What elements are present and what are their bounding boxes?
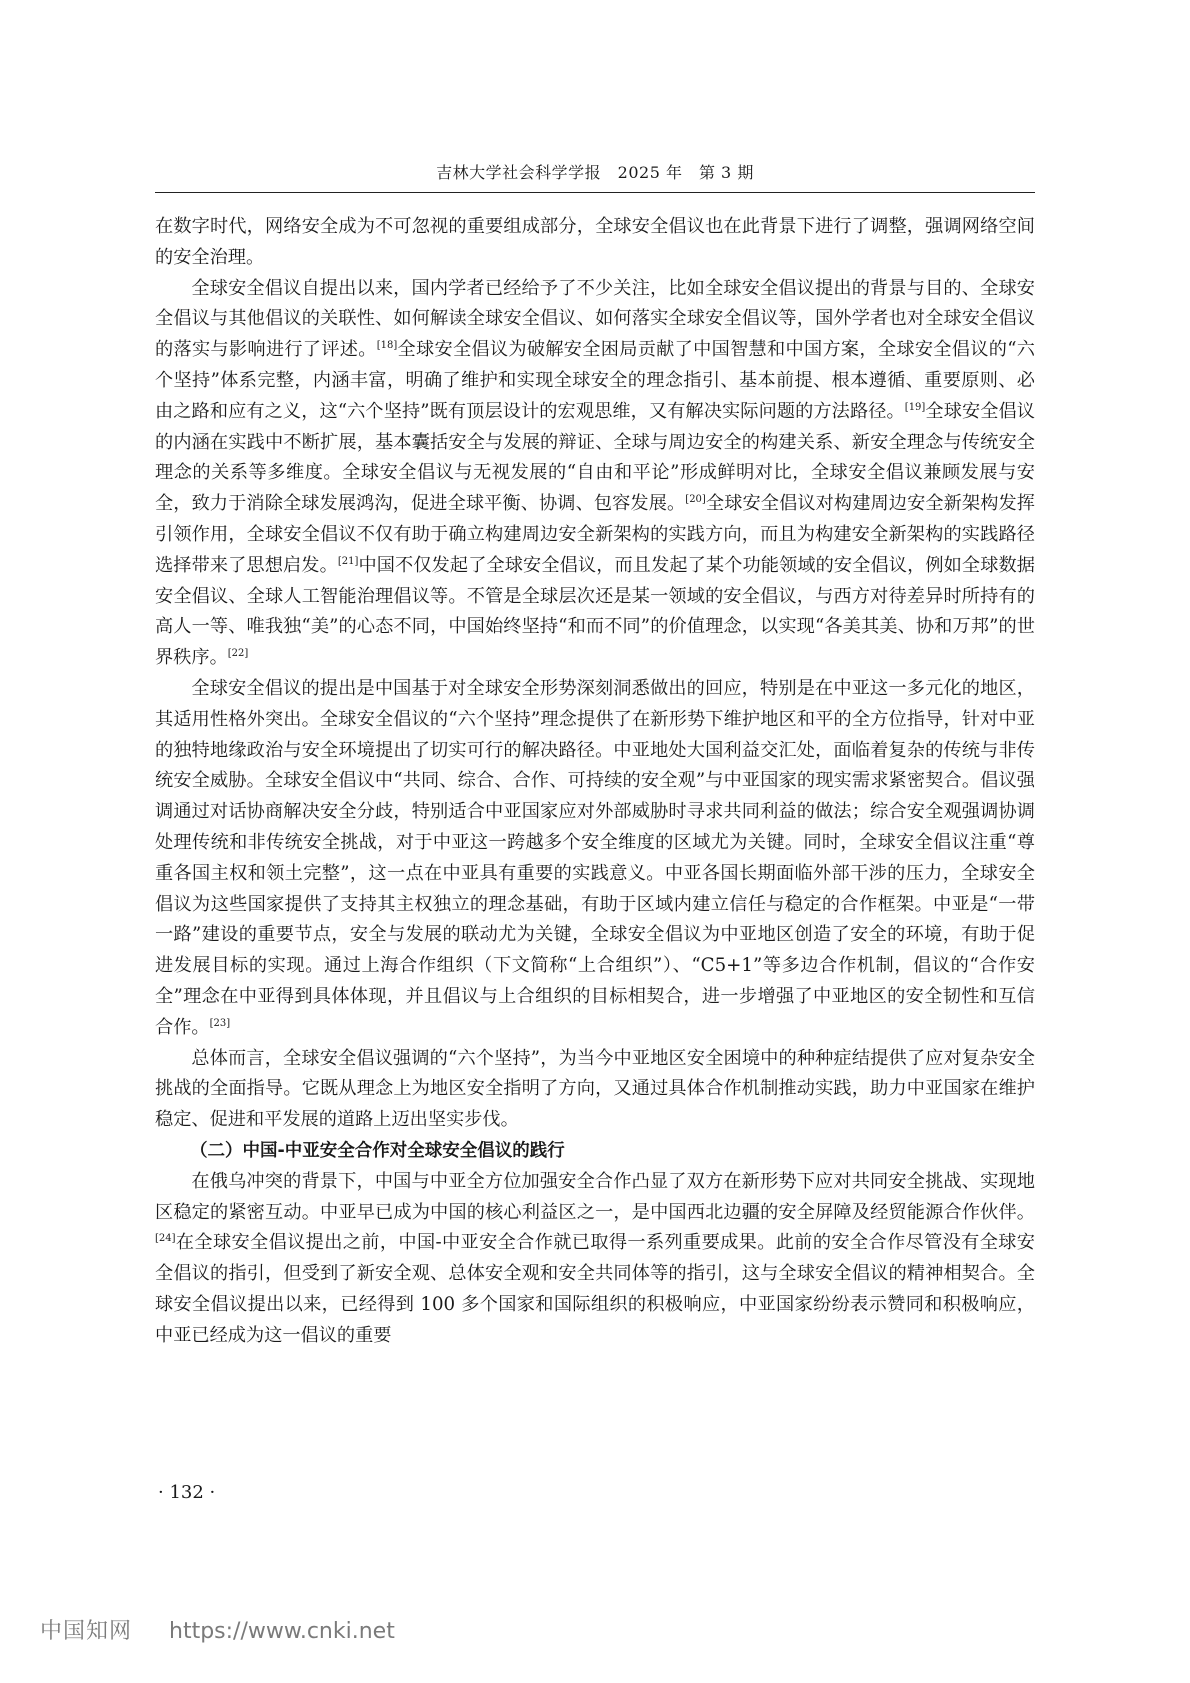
paragraph: [155, 1167, 1035, 1352]
paragraph-text: 中国不仅发起了全球安全倡议，而且发起了某个功能领域的安全倡议，例如全球数据安全倡议、全球人工智能治理倡议等。不管是全球层次还是某一领域的安全倡议，与西方对待差异时所持有的高人一等、唯我独“美”的心态不同，中国始终坚持“和而不同”的价值理念，以实现“各美其美、协和万邦”的世界秩序。: [155, 554, 1035, 669]
journal-header: 吉林大学社会科学学报 2025 年 第 3 期: [436, 163, 754, 182]
paragraph-text: 全球安全倡议的提出是中国基于对全球安全形势深刻洞悉做出的回应，特别是在中亚这一多元化的地区，其适用性格外突出。全球安全倡议的“六个坚持”理念提供了在新形势下维护地区和平的全方位指导，针对中亚的独特地缘政治与安全环境提出了切实可行的解决路径。中亚地处大国利益交汇处，面临着复杂的传统与非传统安全威胁。全球安全倡议中“共同、综合、合作、可持续的安全观”与中亚国家的现实需求紧密契合。倡议强调通过对话协商解决安全分歧，特别适合中亚国家应对外部威胁时寻求共同利益的做法；综合安全观强调协调处理传统和非传统安全挑战，对于中亚这一跨越多个安全维度的区域尤为关键。同时，全球安全倡议注重“尊重各国主权和领土完整”，这一点在中亚具有重要的实践意义。中亚各国长期面临外部干涉的压力，全球安全倡议为这些国家提供了支持其主权独立的理念基础，有助于区域内建立信任与稳定的合作框架。中亚是“一带一路”建设的重要节点，安全与发展的联动尤为关键，全球安全倡议为中亚地区创造了安全的环境，有助于促进发展目标的实现。通过上海合作组织（下文简称“上合组织”）、“C5+1”等多边合作机制，倡议的“合作安全”理念在中亚得到具体体现，并且倡议与上合组织的目标相契合，进一步增强了中亚地区的安全韧性和互信合作。: [155, 677, 1035, 1038]
citation-marker: [23]: [209, 1017, 231, 1029]
citation-marker: [20]: [685, 494, 706, 506]
paragraph-text: 全球安全倡议对构建周边安全新架构发挥引领作用，全球安全倡议不仅有助于确立构建周边安全新架构的实践方向，而且为构建安全新架构的实践路径选择带来了思想启发。: [155, 493, 1035, 576]
paragraph-text: 全球安全倡议的内涵在实践中不断扩展，基本囊括安全与发展的辩证、全球与周边安全的构建关系、新安全理念与传统安全理念的关系等多维度。全球安全倡议与无视发展的“自由和平论”形成鲜明对比，全球安全倡议兼顾发展与安全，致力于消除全球发展鸿沟，促进全球平衡、协调、包容发展。: [155, 400, 1035, 515]
citation-marker: [21]: [337, 555, 359, 567]
paragraph-text: 全球安全倡议为破解安全困局贡献了中国智慧和中国方案，全球安全倡议的“六个坚持”体系完整，内涵丰富，明确了维护和实现全球安全的理念指引、基本前提、根本遵循、重要原则、必由之路和应有之义，这“六个坚持”既有顶层设计的宏观思维，又有解决实际问题的方法路径。: [155, 339, 1035, 422]
header-rule: [155, 192, 1035, 193]
citation-marker: [24]: [155, 1233, 176, 1245]
paragraph-text: 全球安全倡议自提出以来，国内学者已经给予了不少关注，比如全球安全倡议提出的背景与目的、全球安全倡议与其他倡议的关联性、如何解读全球安全倡议、如何落实全球安全倡议等，国外学者也对全球安全倡议的落实与影响进行了评述。: [155, 277, 1035, 361]
paragraph-text: 在俄乌冲突的背景下，中国与中亚全方位加强安全合作凸显了双方在新形势下应对共同安全挑战、实现地区稳定的紧密互动。中亚早已成为中国的核心利益区之一，是中国西北边疆的安全屏障及经贸能源合作伙伴。: [155, 1170, 1035, 1223]
cnki-watermark: [40, 1614, 395, 1645]
paragraph: [155, 212, 1035, 274]
paragraph: [155, 1044, 1035, 1136]
paragraph-text: 总体而言，全球安全倡议强调的“六个坚持”，为当今中亚地区安全困境中的种种症结提供了应对复杂安全挑战的全面指导。它既从理念上为地区安全指明了方向，又通过具体合作机制推动实践，助力中亚国家在维护稳定、促进和平发展的道路上迈出坚实步伐。: [155, 1047, 1035, 1131]
paragraphs-after-heading: [155, 1167, 1035, 1352]
citation-marker: [18]: [376, 340, 398, 352]
citation-marker: [22]: [227, 648, 249, 660]
paragraph: [155, 274, 1035, 674]
paragraph: [155, 674, 1035, 1044]
paragraphs-before-heading: [155, 212, 1035, 1136]
citation-marker: [19]: [904, 401, 926, 413]
article-body: [155, 212, 1035, 1351]
section-heading: （二）中国-中亚安全合作对全球安全倡议的践行: [190, 1140, 565, 1161]
page-number: · 132 ·: [158, 1482, 216, 1503]
watermark-brand: 中国知网: [40, 1619, 133, 1644]
paragraph-text: 在全球安全倡议提出之前，中国-中亚安全合作就已取得一系列重要成果。此前的安全合作尽管没有全球安全倡议的指引，但受到了新安全观、总体安全观和安全共同体等的指引，这与全球安全倡议的精神相契合。全球安全倡议提出以来，已经得到 100 多个国家和国际组织的积极响应，中亚国家纷纷表示赞同和积极响应，中亚已经成为这一倡议的重要: [155, 1232, 1035, 1346]
paragraph-text: 在数字时代，网络安全成为不可忽视的重要组成部分，全球安全倡议也在此背景下进行了调整，强调网络空间的安全治理。: [155, 216, 1035, 268]
watermark-url: https://www.cnki.net: [169, 1619, 395, 1644]
